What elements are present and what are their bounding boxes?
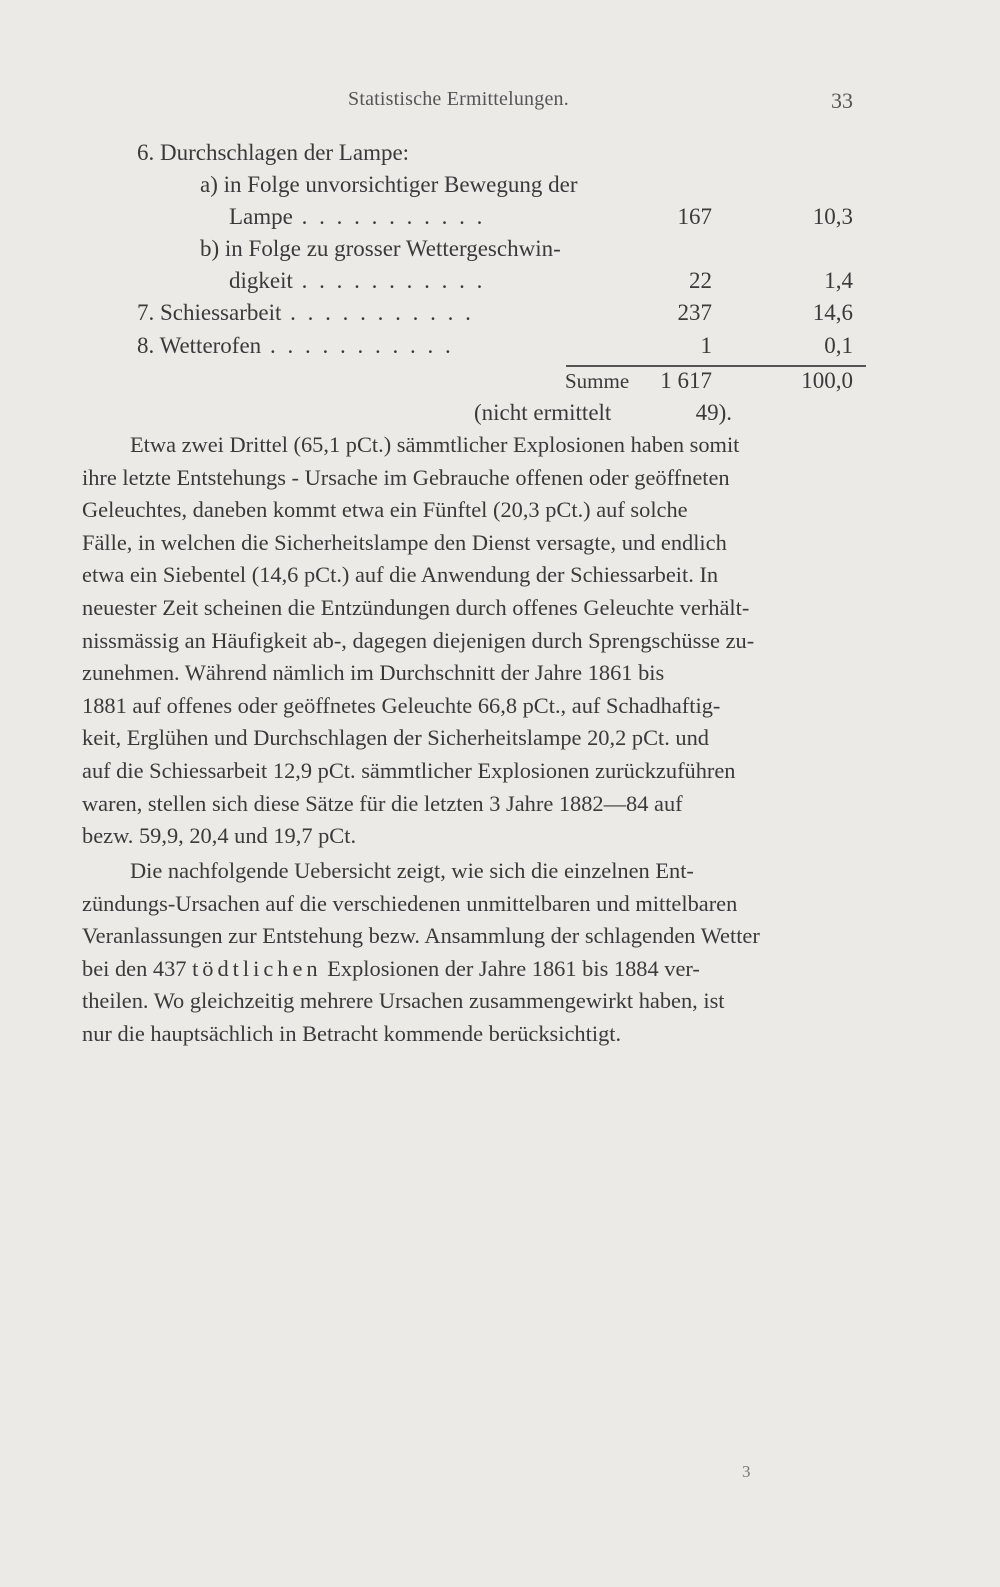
page-number: 33 (831, 88, 853, 113)
percent-7: 14,6 (812, 300, 853, 325)
running-title: Statistische Ermittelungen. (348, 88, 569, 110)
leader-dots: . . . . . . . . . . . (261, 333, 454, 358)
list-item-6b-line2 (229, 268, 485, 294)
paragraph-2-part2: Explosionen der Jahre 1861 bis 1884 ver- theilen. Wo gleichzeitig mehrere Ursachen zusammengewirkt haben, ist nur die hauptsächlich in Betracht kommende berücksichtigt. (82, 955, 725, 1046)
count-7: 237 (677, 300, 712, 325)
list-item-7-label: 7. Schiessarbeit (137, 300, 282, 325)
percent-6b: 1,4 (824, 268, 853, 293)
sum-rule (566, 365, 866, 367)
sum-percent: 100,0 (801, 368, 853, 393)
count-6a: 167 (677, 204, 712, 229)
paragraph-1: Etwa zwei Drittel (65,1 pCt.) sämmtlicher Explosionen haben somit ihre letzte Entstehungs - Ursache im Gebrauche offenen oder geöffneten Geleuchtes, daneben kommt etwa ein Fünftel (20,3 pCt.) auf solche Fälle, in welchen die Sicherheitslampe den Dienst versagte, und endlich etwa ein Siebentel (14,6 pCt.) auf die Anwendung der Schiessarbeit. In neuester Zeit scheinen die Entzündungen durch offenes Geleuchte verhält- nissmässig an Häufigkeit ab-, dagegen diejenigen durch Sprengschüsse zu- zunehmen. Während nämlich im Durchschnitt der Jahre 1861 bis 1881 auf offenes oder geöffnetes Geleuchte 66,8 pCt., auf Schadhaftig- keit, Erglühen und Durchschlagen der Sicherheitslampe 20,2 pCt. und auf die Schiessarbeit 12,9 pCt. sämmtlicher Explosionen zurückzuführen waren, stellen sich diese Sätze für die letzten 3 Jahre 1882—84 auf bezw. 59,9, 20,4 und 19,7 pCt. (82, 432, 755, 849)
leader-dots: . . . . . . . . . . . (292, 204, 486, 229)
percent-6a: 10,3 (812, 204, 853, 229)
count-6b: 22 (689, 268, 712, 293)
percent-8: 0,1 (824, 333, 853, 358)
list-item-6a-line1: a) in Folge unvorsichtiger Bewegung der (200, 172, 578, 197)
leader-dots: . . . . . . . . . . . (292, 268, 486, 293)
emphasis-toedtlichen: tödtlichen (192, 955, 322, 981)
leader-dots: . . . . . . . . . . . (281, 300, 474, 325)
paragraph-2 (82, 855, 872, 1051)
list-item-6a-label: Lampe (229, 204, 293, 229)
sum-count: 1 617 (660, 368, 712, 393)
list-item-8 (137, 333, 454, 359)
list-item-6b-label: digkeit (229, 268, 293, 293)
list-item-8-label: 8. Wetterofen (137, 333, 262, 358)
count-8: 1 (700, 333, 712, 358)
sum-label: Summe (565, 369, 630, 393)
unknown-label: (nicht ermittelt (474, 400, 612, 425)
list-item-6: 6. Durchschlagen der Lampe: (137, 140, 410, 165)
list-item-7 (137, 300, 474, 326)
paragraph-2-part1: Die nachfolgende Uebersicht zeigt, wie sich die einzelnen Ent- zündungs-Ursachen auf die verschiedenen unmittelbaren und mittelbaren Veranlassungen zur Entstehung bezw. Ansammlung der schlagenden Wetter bei den 437 (82, 858, 760, 981)
list-item-6a-line2 (229, 204, 485, 230)
unknown-count: 49). (695, 400, 732, 425)
signature-mark: 3 (742, 1462, 751, 1481)
list-item-6b-line1: b) in Folge zu grosser Wettergeschwin- (200, 236, 561, 261)
